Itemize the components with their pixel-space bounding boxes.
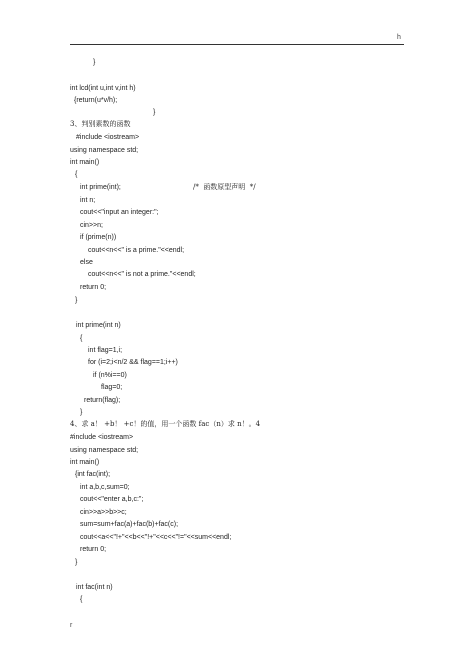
code-line: flag=0; <box>101 384 123 391</box>
code-line: cin>>n; <box>80 222 103 229</box>
code-line: } <box>93 59 96 66</box>
code-line: } <box>80 409 83 416</box>
code-line: { <box>75 171 78 178</box>
code-line: int fac(int n) <box>76 584 113 591</box>
code-line: int prime(int); <box>80 184 121 191</box>
code-line: {return(u*v/h); <box>74 97 118 104</box>
code-line: } <box>75 297 78 304</box>
code-line: return 0; <box>80 546 107 553</box>
header-rule <box>70 44 404 45</box>
code-line: cin>>a>>b>>c; <box>80 509 127 516</box>
footer-mark: r <box>70 622 73 629</box>
code-line: int n; <box>80 197 96 204</box>
code-line: if (prime(n)) <box>80 234 117 241</box>
code-line: #include <iostream> <box>70 434 134 441</box>
code-line: if (n%i==0) <box>93 372 127 379</box>
code-comment: /* 函数原型声明 */ <box>193 183 256 191</box>
code-line: cout<<"input an integer:"; <box>80 209 159 216</box>
code-line: } <box>153 109 156 116</box>
code-line: { <box>80 596 83 603</box>
code-line: for (i=2;i<n/2 && flag==1;i++) <box>88 359 178 366</box>
code-line: int lcd(int u,int v,int h) <box>70 85 136 92</box>
code-line: #include <iostream> <box>76 134 140 141</box>
code-line: int main() <box>70 459 100 466</box>
section-heading: 4、求 a！ +b！ +c！的值，用一个函数 fac（n）求 n！。4 <box>70 420 261 428</box>
code-line: cout<<a<<"!+"<<b<<"!+"<<c<<"!="<<sum<<endl; <box>80 534 232 541</box>
code-line: { <box>80 335 83 342</box>
header-mark: h <box>397 34 401 41</box>
code-line: {int fac(int); <box>75 471 111 478</box>
code-line: using namespace std; <box>70 147 139 154</box>
code-line: cout<<"enter a,b,c:"; <box>80 496 144 503</box>
code-line: int a,b,c,sum=0; <box>80 484 130 491</box>
code-line: int flag=1,i; <box>88 347 123 354</box>
code-line: return 0; <box>80 284 107 291</box>
code-line: using namespace std; <box>70 447 139 454</box>
code-line: else <box>80 259 93 266</box>
code-line: int main() <box>70 159 100 166</box>
code-line: return(flag); <box>84 397 121 404</box>
code-line: } <box>75 559 78 566</box>
code-line: sum=sum+fac(a)+fac(b)+fac(c); <box>80 521 179 528</box>
code-line: cout<<n<<" is a prime."<<endl; <box>88 247 185 254</box>
section-heading: 3、判别素数的函数 <box>70 120 131 128</box>
code-line: int prime(int n) <box>76 322 121 329</box>
code-line: cout<<n<<" is not a prime."<<endl; <box>88 271 196 278</box>
